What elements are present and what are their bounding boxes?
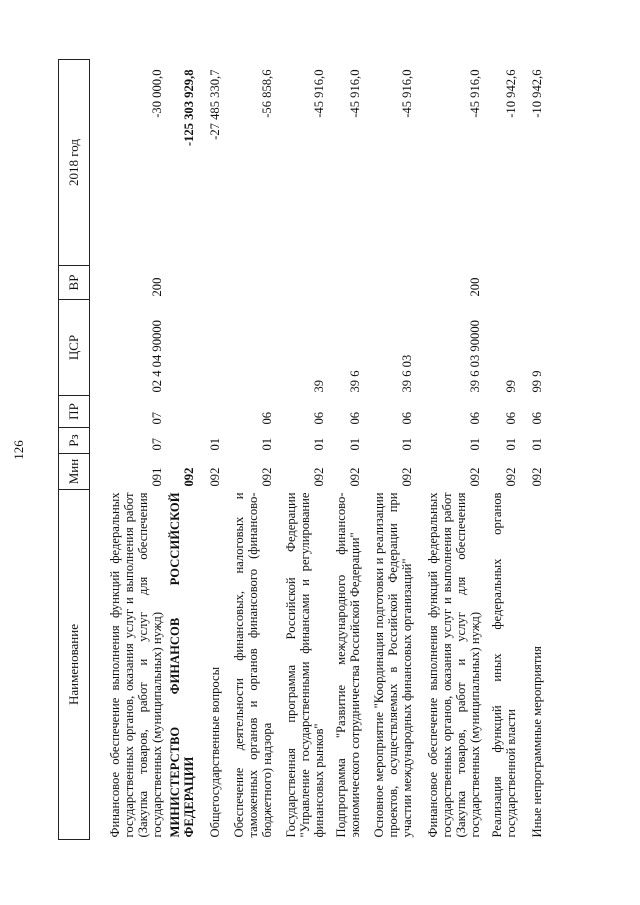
row-pr xyxy=(199,396,225,428)
row-min: 092 xyxy=(467,467,482,487)
row-vr: 200 xyxy=(467,277,482,297)
row-name: Подпрограмма "Развитие международного финансово-экономического сотрудничества Российской Федерации" xyxy=(333,492,362,838)
header-name: Наименование xyxy=(59,490,90,840)
row-pr: 06 xyxy=(529,411,544,425)
header-rz: Рз xyxy=(59,428,90,454)
row-rz: 01 xyxy=(529,437,544,451)
row-rz: 01 xyxy=(467,437,482,451)
row-name: Финансовое обеспечение выполнения функций федеральных государственных органов, оказания услуг и выполнения работ (Закупка товаров, работ и услуг для обеспечения государственных (муниципальных) нужд) xyxy=(107,492,164,838)
row-min: 091 xyxy=(149,467,164,487)
rotated-page xyxy=(58,60,590,840)
row-csr: 99 9 xyxy=(529,370,544,393)
row-pr: 06 xyxy=(259,411,274,425)
row-amount: -56 858,6 xyxy=(259,69,274,118)
row-csr: 39 xyxy=(311,379,326,393)
row-vr xyxy=(365,266,417,300)
row-name: Основное мероприятие "Координация подготовки и реализации проектов, осуществляемых в Российской Федерации при участии международных финансовых организаций" xyxy=(371,492,414,838)
table-row xyxy=(277,60,329,840)
header-vr: ВР xyxy=(59,266,90,300)
row-rz: 01 xyxy=(311,437,326,451)
table-row xyxy=(365,60,417,840)
row-csr: 39 6 03 xyxy=(399,354,414,393)
row-csr xyxy=(167,300,199,396)
row-amount: -125 303 929,8 xyxy=(181,69,196,147)
row-name: Обеспечение деятельности финансовых, налоговых и таможенных органов и органов финансового (финансово-бюджетного) надзора xyxy=(231,492,274,838)
row-rz: 01 xyxy=(259,437,274,451)
row-rz: 01 xyxy=(207,437,222,451)
row-name: МИНИСТЕРСТВО ФИНАНСОВ РОССИЙСКОЙ ФЕДЕРАЦИИ xyxy=(167,492,196,838)
row-min: 092 xyxy=(399,467,414,487)
row-csr xyxy=(199,300,225,396)
row-amount: -45 916,0 xyxy=(467,69,482,118)
row-pr: 06 xyxy=(503,411,518,425)
table-header-row xyxy=(59,60,90,840)
header-min: Мин xyxy=(59,454,90,490)
row-vr xyxy=(277,266,329,300)
row-vr: 200 xyxy=(149,277,164,297)
row-rz: 07 xyxy=(149,437,164,451)
row-vr xyxy=(167,266,199,300)
table-row xyxy=(417,60,485,840)
row-name: Финансовое обеспечение выполнения функций федеральных государственных органов, оказания услуг и выполнения работ (Закупка товаров, работ и услуг для обеспечения государственных (муниципальных) нужд) xyxy=(425,492,482,838)
row-csr: 39 6 03 90000 xyxy=(467,320,482,393)
row-amount: -45 916,0 xyxy=(311,69,326,118)
table-row xyxy=(225,60,277,840)
budget-table xyxy=(58,59,547,840)
row-rz: 01 xyxy=(347,437,362,451)
row-min: 092 xyxy=(529,467,544,487)
row-vr xyxy=(199,266,225,300)
row-name: Общегосударственные вопросы xyxy=(207,666,222,838)
header-year: 2018 год xyxy=(59,60,90,266)
row-pr xyxy=(167,396,199,428)
table-row xyxy=(90,60,167,840)
header-csr: ЦСР xyxy=(59,300,90,396)
row-name: Государственная программа Российской Федерации "Управление государственными финансами и регулирование финансовых рынков" xyxy=(283,492,326,838)
table-row xyxy=(199,60,225,840)
row-vr xyxy=(521,266,547,300)
row-amount: -30 000,0 xyxy=(149,69,164,118)
row-min: 092 xyxy=(207,467,222,487)
row-amount: -27 485 330,7 xyxy=(207,69,222,140)
row-vr xyxy=(485,266,521,300)
row-pr: 06 xyxy=(311,411,326,425)
row-csr xyxy=(225,300,277,396)
row-min: 092 xyxy=(311,467,326,487)
row-vr xyxy=(329,266,365,300)
table-row xyxy=(485,60,521,840)
row-pr: 06 xyxy=(399,411,414,425)
row-amount: -10 942,6 xyxy=(529,69,544,118)
row-pr: 07 xyxy=(149,411,164,425)
row-amount: -10 942,6 xyxy=(503,69,518,118)
row-rz xyxy=(167,428,199,454)
row-amount: -45 916,0 xyxy=(347,69,362,118)
table-row xyxy=(521,60,547,840)
page-number: 126 xyxy=(11,440,26,460)
table-row xyxy=(329,60,365,840)
row-csr: 39 6 xyxy=(347,370,362,393)
row-rz: 01 xyxy=(503,437,518,451)
row-min: 092 xyxy=(347,467,362,487)
row-min: 092 xyxy=(503,467,518,487)
row-min: 092 xyxy=(181,467,196,487)
row-min: 092 xyxy=(259,467,274,487)
row-pr: 06 xyxy=(467,411,482,425)
row-rz: 01 xyxy=(399,437,414,451)
row-amount: -45 916,0 xyxy=(399,69,414,118)
row-csr: 02 4 04 90000 xyxy=(149,320,164,393)
row-name: Реализация функций иных федеральных органов государственной власти xyxy=(489,492,518,838)
row-pr: 06 xyxy=(347,411,362,425)
header-pr: ПР xyxy=(59,396,90,428)
row-csr: 99 xyxy=(503,379,518,393)
table-row xyxy=(167,60,199,840)
row-vr xyxy=(225,266,277,300)
row-name: Иные непрограммные мероприятия xyxy=(529,646,544,838)
